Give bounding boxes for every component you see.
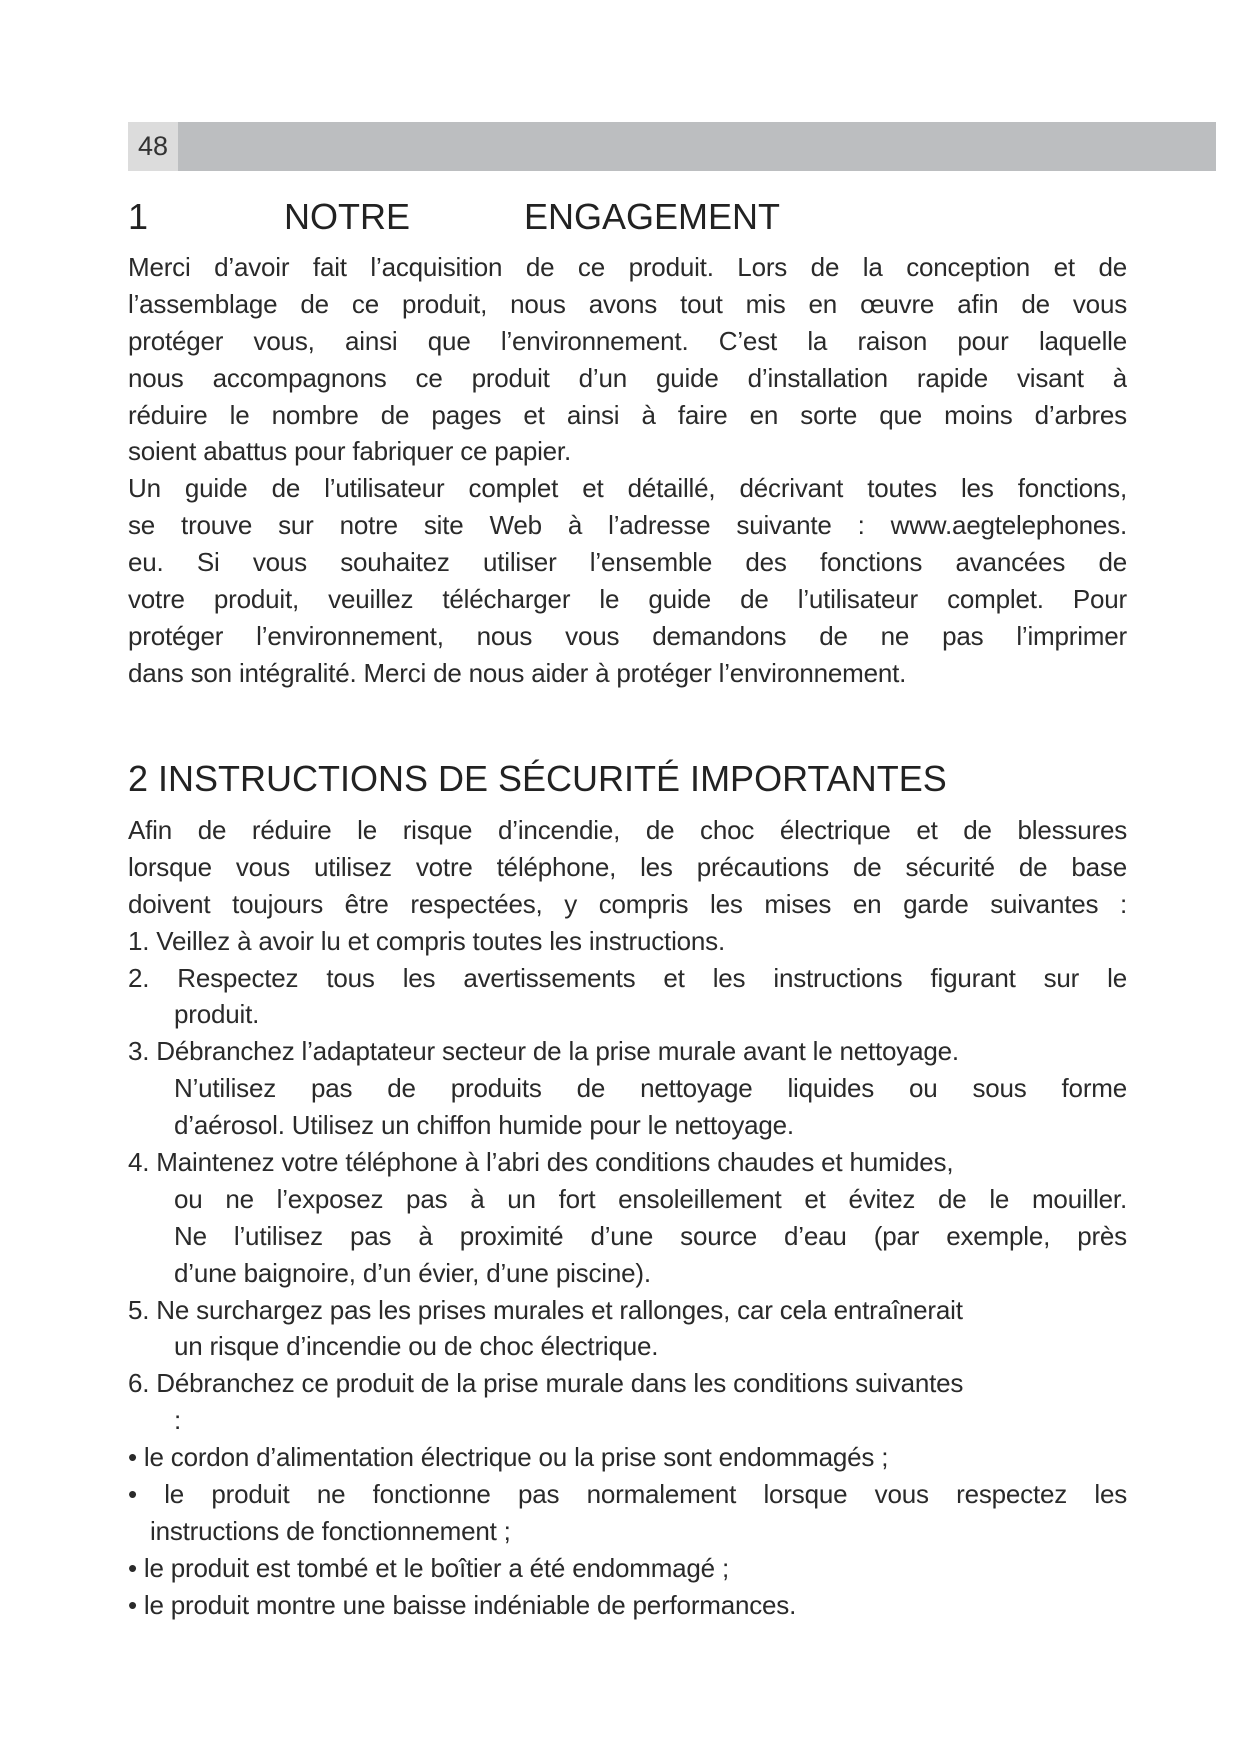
bullet-item: • le cordon d’alimentation électrique ou la prise sont endommagés ; <box>128 1442 889 1473</box>
paragraph-line: nous accompagnons ce produit d’un guide d’installation rapide visant à <box>128 362 1127 393</box>
list-item-continuation: produit. <box>174 999 260 1030</box>
section-2-body <box>128 812 1127 1624</box>
list-item: 5. Ne surchargez pas les prises murales et rallonges, car cela entraînerait <box>128 1294 963 1325</box>
section-1-heading <box>128 196 780 238</box>
section-2-heading: 2 INSTRUCTIONS DE SÉCURITÉ IMPORTANTES <box>128 758 947 799</box>
paragraph-line: se trouve sur notre site Web à l’adresse suivante : www.aegtelephones. <box>128 510 1127 541</box>
paragraph-line: Un guide de l’utilisateur complet et détaillé, décrivant toutes les fonctions, <box>128 473 1127 504</box>
paragraph-line: réduire le nombre de pages et ainsi à faire en sorte que moins d’arbres <box>128 399 1127 430</box>
section-1-body <box>128 249 1127 692</box>
section-1-number: 1 <box>128 196 149 237</box>
list-item-continuation: ou ne l’exposez pas à un fort ensoleillement et évitez de le mouiller. <box>174 1183 1127 1214</box>
paragraph-line: l’assemblage de ce produit, nous avons tout mis en œuvre afin de vous <box>128 288 1127 319</box>
section-1-title-word2: ENGAGEMENT <box>524 196 781 237</box>
list-item-continuation: d’aérosol. Utilisez un chiffon humide pour le nettoyage. <box>174 1110 794 1141</box>
paragraph-line: protéger vous, ainsi que l’environnement. C’est la raison pour laquelle <box>128 325 1127 356</box>
list-item-continuation: d’une baignoire, d’un évier, d’une piscine). <box>174 1257 651 1288</box>
list-item: 6. Débranchez ce produit de la prise murale dans les conditions suivantes <box>128 1368 964 1399</box>
page-header-bar <box>128 122 1216 171</box>
paragraph-line: lorsque vous utilisez votre téléphone, les précautions de sécurité de base <box>128 851 1127 882</box>
page-number: 48 <box>128 122 178 171</box>
paragraph-line: eu. Si vous souhaitez utiliser l’ensemble des fonctions avancées de <box>128 547 1127 578</box>
paragraph-line: doivent toujours être respectées, y compris les mises en garde suivantes : <box>128 888 1127 919</box>
list-item: 2. Respectez tous les avertissements et les instructions figurant sur le <box>128 962 1127 993</box>
paragraph-line: votre produit, veuillez télécharger le guide de l’utilisateur complet. Pour <box>128 584 1127 615</box>
list-item: 4. Maintenez votre téléphone à l’abri des conditions chaudes et humides, <box>128 1147 954 1178</box>
paragraph-line: protéger l’environnement, nous vous demandons de ne pas l’imprimer <box>128 620 1127 651</box>
list-item-continuation: Ne l’utilisez pas à proximité d’une source d’eau (par exemple, près <box>174 1220 1127 1251</box>
paragraph-line: Afin de réduire le risque d’incendie, de choc électrique et de blessures <box>128 815 1127 845</box>
bullet-item: • le produit montre une baisse indéniable de performances. <box>128 1589 797 1620</box>
paragraph-line: soient abattus pour fabriquer ce papier. <box>128 436 571 467</box>
list-item-continuation: un risque d’incendie ou de choc électrique. <box>174 1331 659 1362</box>
bullet-item: • le produit ne fonctionne pas normalement lorsque vous respectez les <box>128 1479 1127 1510</box>
list-item: 3. Débranchez l’adaptateur secteur de la prise murale avant le nettoyage. <box>128 1036 959 1067</box>
bullet-item: • le produit est tombé et le boîtier a été endommagé ; <box>128 1552 729 1583</box>
section-1-title-word1: NOTRE <box>284 196 410 237</box>
list-item: 1. Veillez à avoir lu et compris toutes les instructions. <box>128 925 725 956</box>
bullet-item-continuation: instructions de fonctionnement ; <box>150 1515 511 1546</box>
list-item-continuation: N’utilisez pas de produits de nettoyage liquides ou sous forme <box>174 1073 1127 1104</box>
list-item-continuation: : <box>174 1405 182 1436</box>
paragraph-line: Merci d’avoir fait l’acquisition de ce produit. Lors de la conception et de <box>128 252 1127 282</box>
paragraph-line: dans son intégralité. Merci de nous aider à protéger l’environnement. <box>128 657 907 688</box>
